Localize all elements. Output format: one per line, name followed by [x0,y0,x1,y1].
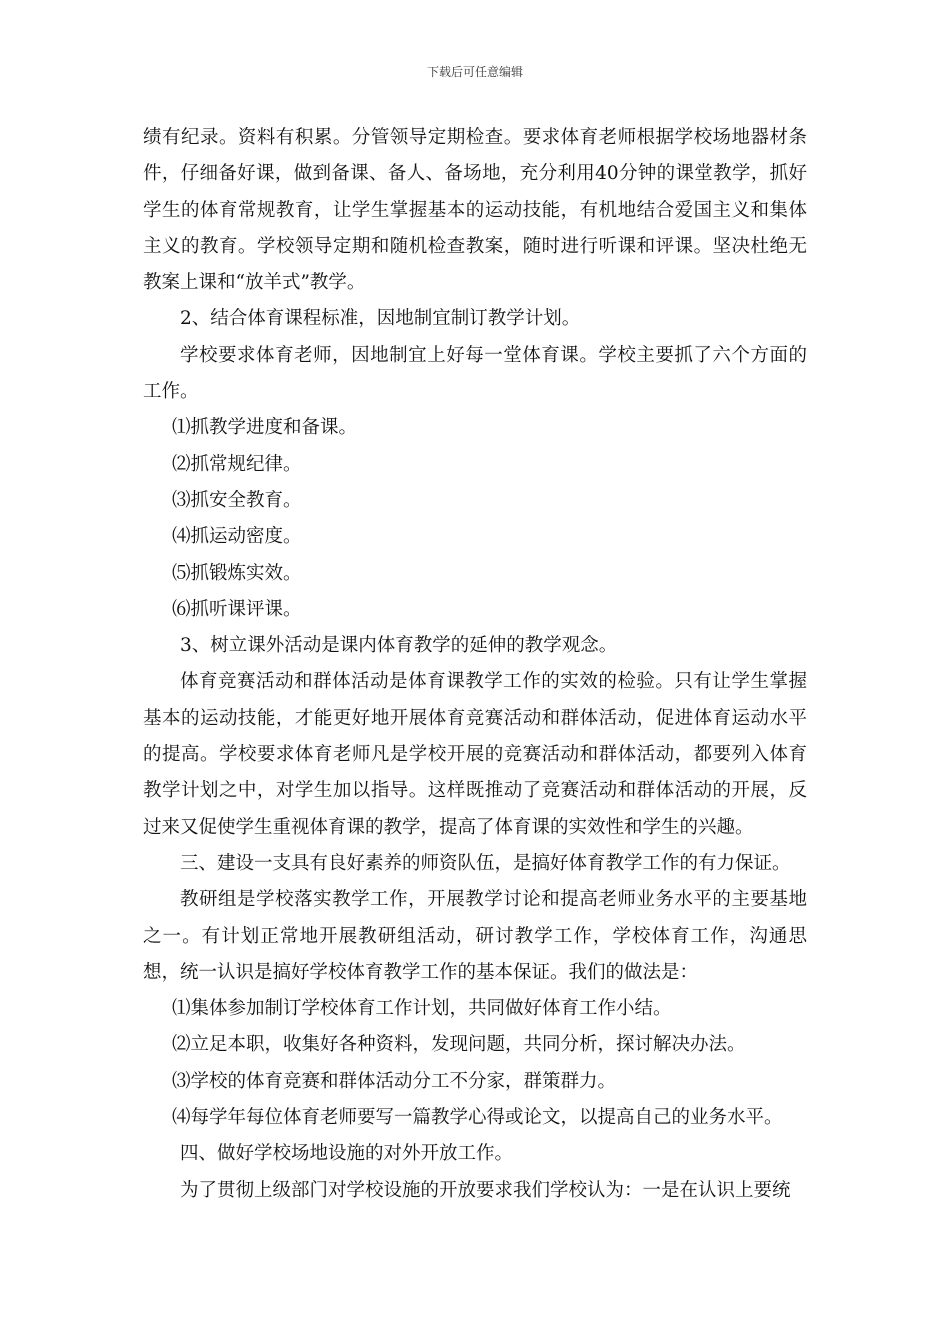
list-item: ⑴抓教学进度和备课。 [172,417,358,439]
subheading-curriculum-plan: 2、结合体育课程标准，因地制宜制订教学计划。 [180,308,581,330]
paragraph-facilities-opening: 为了贯彻上级部门对学校设施的开放要求我们学校认为：一是在认识上要统 [180,1179,791,1201]
paragraph-teaching-research: 教研组是学校落实教学工作，开展教学讨论和提高老师业务水平的主要基地之一。有计划正常地开展教研组活动，研讨教学工作，学校体育工作，沟通思想，统一认识是搞好学校体育教学工作的基本保证。我们的做法是： [143,889,807,983]
list-item: ⑵立足本职，收集好各种资料，发现问题，共同分析，探讨解决办法。 [172,1034,746,1056]
paragraph-six-aspects: 学校要求体育老师，因地制宜上好每一堂体育课。学校主要抓了六个方面的工作。 [143,344,807,403]
list-six-aspects [143,410,807,628]
subheading-extracurricular: 3、树立课外活动是课内体育教学的延伸的教学观念。 [180,635,618,657]
list-item: ⑵抓常规纪律。 [172,453,302,475]
list-item: ⑷抓运动密度。 [172,526,302,548]
page-header-note: 下载后可任意编辑 [426,65,523,79]
document-body [143,120,807,1209]
list-practices [143,991,807,1136]
list-item: ⑶学校的体育竞赛和群体活动分工不分家，群策群力。 [172,1070,617,1092]
section-heading-facilities: 四、做好学校场地设施的对外开放工作。 [180,1143,514,1165]
list-item: ⑶抓安全教育。 [172,489,302,511]
paragraph-competitions: 体育竞赛活动和群体活动是体育课教学工作的实效的检验。只有让学生掌握基本的运动技能，才能更好地开展体育竞赛活动和群体活动，促进体育运动水平的提高。学校要求体育老师凡是学校开展的竞赛活动和群体活动，都要列入体育教学计划之中，对学生加以指导。这样既推动了竞赛活动和群体活动的开展，反过来又促使学生重视体育课的教学，提高了体育课的实效性和学生的兴趣。 [143,671,807,838]
paragraph-lesson-planning: 绩有纪录。资料有积累。分管领导定期检查。要求体育老师根据学校场地器材条件，仔细备好课，做到备课、备人、备场地，充分利用40分钟的课堂教学，抓好学生的体育常规教育，让学生掌握基本的运动技能，有机地结合爱国主义和集体主义的教育。学校领导定期和随机检查教案，随时进行听课和评课。坚决杜绝无教案上课和“放羊式”教学。 [143,127,807,294]
list-item: ⑷每学年每位体育老师要写一篇教学心得或论文，以提高自己的业务水平。 [172,1107,783,1129]
section-heading-teachers: 三、建设一支具有良好素养的师资队伍，是搞好体育教学工作的有力保证。 [180,852,791,874]
list-item: ⑸抓锻炼实效。 [172,562,302,584]
list-item: ⑹抓听课评课。 [172,598,302,620]
list-item: ⑴集体参加制订学校体育工作计划，共同做好体育工作小结。 [172,998,672,1020]
